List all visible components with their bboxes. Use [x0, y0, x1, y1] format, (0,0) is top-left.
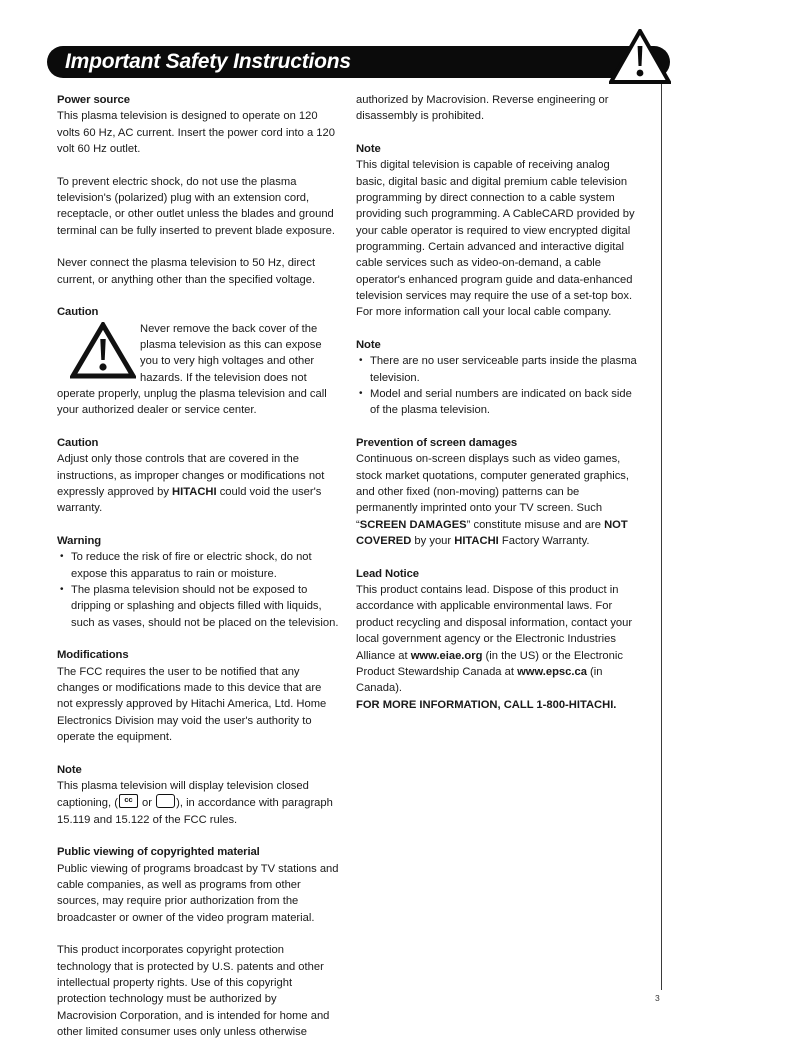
bullet-list — [356, 353, 638, 418]
paragraph: Continuous on-screen displays such as video games, stock market quotations, computer generated graphics, and other fixed (non-moving) patterns can be permanently imprinted onto your TV screen. Such “SCREEN DAMAGES” constitute misuse and are NOT COVERED by your HITACHI Factory Warranty. — [356, 453, 629, 548]
spacer — [57, 828, 339, 844]
section-heading-note-captioning: Note — [57, 763, 82, 776]
section-heading-modifications: Modifications — [57, 649, 129, 662]
section-heading-prevention-screen-damages: Prevention of screen damages — [356, 437, 518, 450]
paragraph: The FCC requires the user to be notified that any changes or modifications made to this device that are not expressly approved by Hitachi America, Ltd. Home Electronics Division may void the user's authority to operate the equipment. — [57, 665, 327, 744]
spacer — [57, 745, 339, 761]
paragraph-continuation: authorized by Macrovision. Reverse engineering or disassembly is prohibited. — [356, 94, 609, 123]
section-heading-warning: Warning — [57, 535, 102, 548]
spacer — [356, 321, 638, 337]
list-item: • To reduce the risk of fire or electric shock, do not expose this apparatus to rain or moisture. — [71, 549, 339, 582]
list-item: • There are no user serviceable parts inside the plasma television. — [370, 353, 638, 386]
spacer — [57, 926, 339, 942]
paragraph: This digital television is capable of receiving analog basic, digital basic and digital premium cable television programming by direct connection to a cable system providing such programming. A CableCARD provided by your cable operator is required to view encrypted digital programming. Certain advanced and interactive digital cable services such as video-on-demand, a cable operator's enhanced program guide and data-enhanced television services may require the use of a set-top box. For more information call your local cable company. — [356, 159, 635, 319]
section-heading-power-source: Power source — [57, 94, 130, 106]
paragraph: To prevent electric shock, do not use the plasma television's (polarized) plug with an extension cord, receptacle, or other outlet unless the blades and ground terminal can be fully inserted to prevent blade exposure. — [57, 175, 335, 237]
paragraph: This product incorporates copyright protection technology that is protected by U.S. patents and other intellectual property rights. Use of this copyright protection technology must be authorized by Macrovision Corporation, and is intended for home and other limited consumer uses only unless otherwise — [57, 944, 330, 1039]
spacer — [57, 517, 339, 533]
warning-triangle-icon — [70, 322, 136, 379]
left-column — [57, 92, 339, 1041]
spacer — [356, 125, 638, 141]
right-column — [356, 92, 638, 713]
paragraph: Adjust only those controls that are covered in the instructions, as improper changes or modifications not expressly approved by HITACHI could void the user's warranty. — [57, 453, 325, 515]
section-heading-caution: Caution — [57, 306, 99, 319]
cc-text-after: ), in accordance with paragraph 15.119 and 15.122 of the FCC rules. — [57, 797, 333, 826]
list-item: • Model and serial numbers are indicated on back side of the plasma television. — [370, 386, 638, 419]
paragraph: This plasma television is designed to operate on 120 volts 60 Hz, AC current. Insert the power cord into a 120 volt 60 Hz outlet. — [57, 110, 335, 156]
section-heading-lead-notice: Lead Notice — [356, 567, 419, 580]
spacer — [57, 239, 339, 255]
list-item: • The plasma television should not be exposed to dripping or splashing and objects filled with liquids, such as vases, should not be placed on the television. — [71, 582, 339, 631]
paragraph: Public viewing of programs broadcast by TV stations and cable companies, as well as programs from other sources, may require prior authorization from the broadcaster or owner of the video program material. — [57, 862, 339, 924]
bullet-list — [57, 549, 339, 631]
spacer — [57, 157, 339, 173]
paragraph: Never connect the plasma television to 50 Hz, direct current, or anything other than the specified voltage. — [57, 257, 316, 286]
spacer — [356, 549, 638, 565]
cc-text-between: or — [138, 797, 156, 810]
paragraph: Never remove the back cover of the plasma television as this can expose you to very high voltages and other hazards. If the television does not operate properly, unplug the plasma television and call your authorized dealer or service center. — [57, 322, 327, 417]
caption-box-icon — [156, 794, 175, 808]
paragraph-with-cc-icons — [57, 778, 339, 828]
page-number: 3 — [655, 993, 660, 1003]
closed-caption-icon-label: cc — [124, 795, 133, 805]
spacer — [57, 288, 339, 304]
cc-text-before: This plasma television will display television closed captioning, ( — [57, 780, 309, 810]
section-heading-caution-controls: Caution — [57, 437, 99, 450]
section-heading-public-viewing: Public viewing of copyrighted material — [57, 846, 260, 859]
page-title: Important Safety Instructions — [65, 50, 351, 73]
spacer — [57, 631, 339, 647]
section-heading-note-digital-tv: Note — [356, 142, 381, 155]
section-heading-note-parts: Note — [356, 339, 381, 352]
spacer — [57, 419, 339, 435]
closed-caption-icon — [119, 794, 138, 808]
page-rule — [661, 84, 662, 990]
spacer — [356, 419, 638, 435]
paragraph: This product contains lead. Dispose of this product in accordance with applicable environmental laws. For product recycling and disposal information, contact your local government agency or the Electronic Industries Alliance at www.eiae.org (in the US) or the Electronic Product Stewardship Canada at www.epsc.ca (in Canada). FOR MORE INFORMATION, CALL 1-800-HITACHI. — [356, 584, 633, 711]
warning-triangle-icon — [609, 29, 671, 85]
